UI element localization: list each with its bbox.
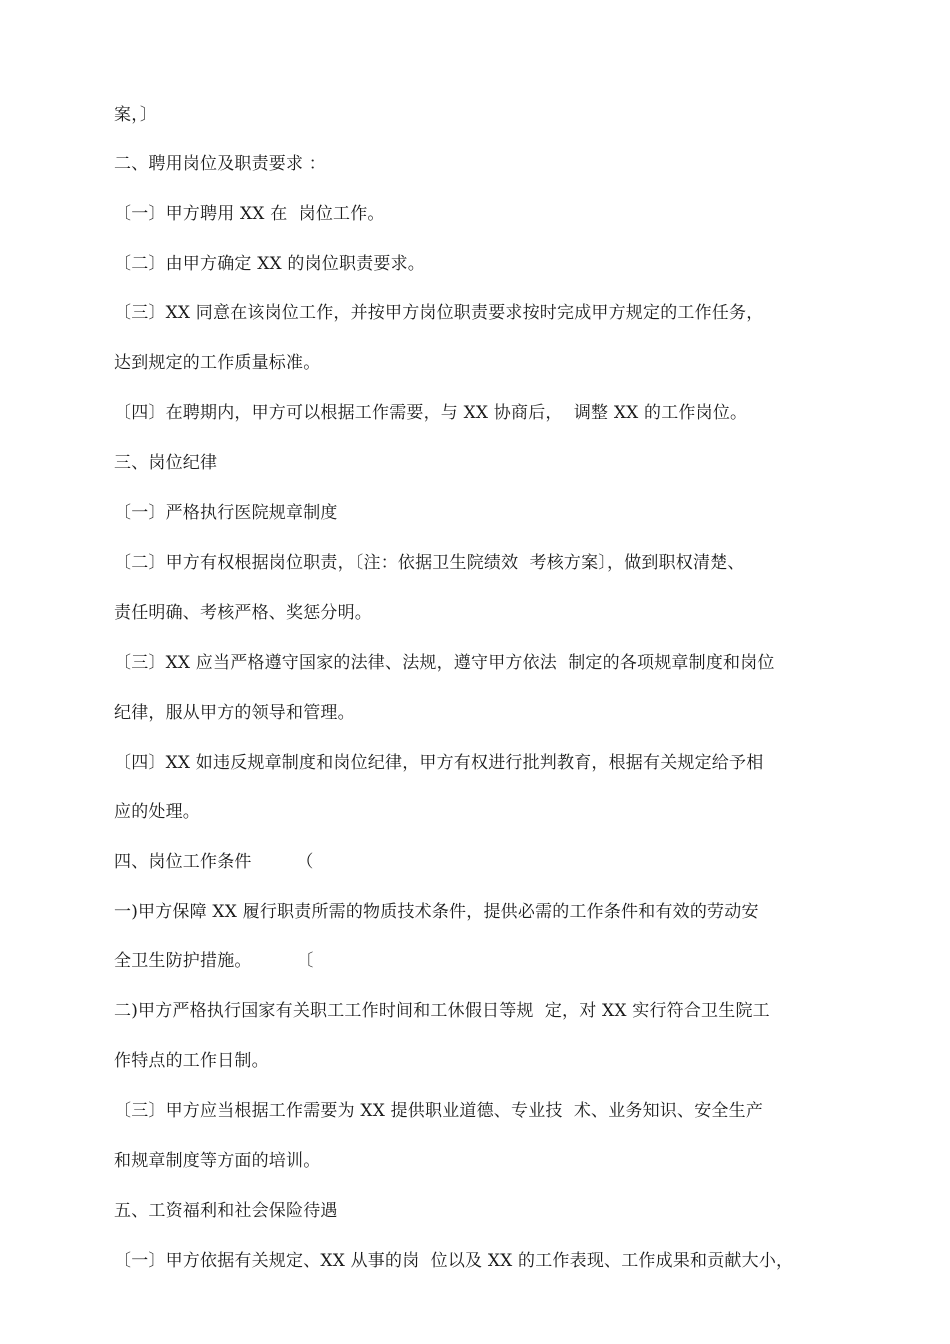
text-line: 〔一〕甲方聘用 XX 在 岗位工作。 (114, 204, 385, 224)
text-line: 一)甲方保障 XX 履行职责所需的物质技术条件，提供必需的工作条件和有效的劳动安 (114, 902, 759, 922)
text-line: 〔二〕甲方有权根据岗位职责，〔注：依据卫生院绩效 考核方案〕，做到职权清楚、 (114, 553, 745, 573)
text-line: 〔四〕XX 如违反规章制度和岗位纪律，甲方有权进行批判教育，根据有关规定给予相 (114, 753, 764, 773)
text-line: 二)甲方严格执行国家有关职工工作时间和工休假日等规 定，对 XX 实行符合卫生院工 (114, 1001, 770, 1021)
section-heading-3: 三、岗位纪律 (114, 453, 218, 473)
text-line: 〔一〕甲方依据有关规定、XX 从事的岗 位以及 XX 的工作表现、工作成果和贡献大小， (114, 1251, 794, 1271)
text-line: 达到规定的工作质量标准。 (114, 353, 321, 373)
text-line: 〔三〕甲方应当根据工作需要为 XX 提供职业道德、专业技 术、业务知识、安全生产 (114, 1101, 764, 1121)
text-line: 责任明确、考核严格、奖惩分明。 (114, 603, 372, 623)
text-line: 纪律，服从甲方的领导和管理。 (114, 703, 355, 723)
text-line: 〔二〕由甲方确定 XX 的岗位职责要求。 (114, 254, 426, 274)
text-line: 作特点的工作日制。 (114, 1051, 269, 1071)
text-line: 〔三〕XX 应当严格遵守国家的法律、法规，遵守甲方依法 制定的各项规章制度和岗位 (114, 653, 775, 673)
section-heading-4: 四、岗位工作条件 （ (114, 852, 314, 872)
text-line: 应的处理。 (114, 802, 200, 822)
text-line: 〔三〕XX 同意在该岗位工作，并按甲方岗位职责要求按时完成甲方规定的工作任务， (114, 303, 764, 323)
text-line: 和规章制度等方面的培训。 (114, 1151, 321, 1171)
section-heading-2: 二、聘用岗位及职责要求 ： (114, 154, 327, 174)
section-heading-5: 五、工资福利和社会保险待遇 (114, 1201, 338, 1221)
text-line: 案，〕 (114, 105, 158, 125)
text-line: 〔一〕严格执行医院规章制度 (114, 503, 338, 523)
text-line: 全卫生防护措施。 〔 (114, 951, 314, 971)
text-line: 〔四〕在聘期内，甲方可以根据工作需要，与 XX 协商后， 调整 XX 的工作岗位。 (114, 403, 748, 423)
